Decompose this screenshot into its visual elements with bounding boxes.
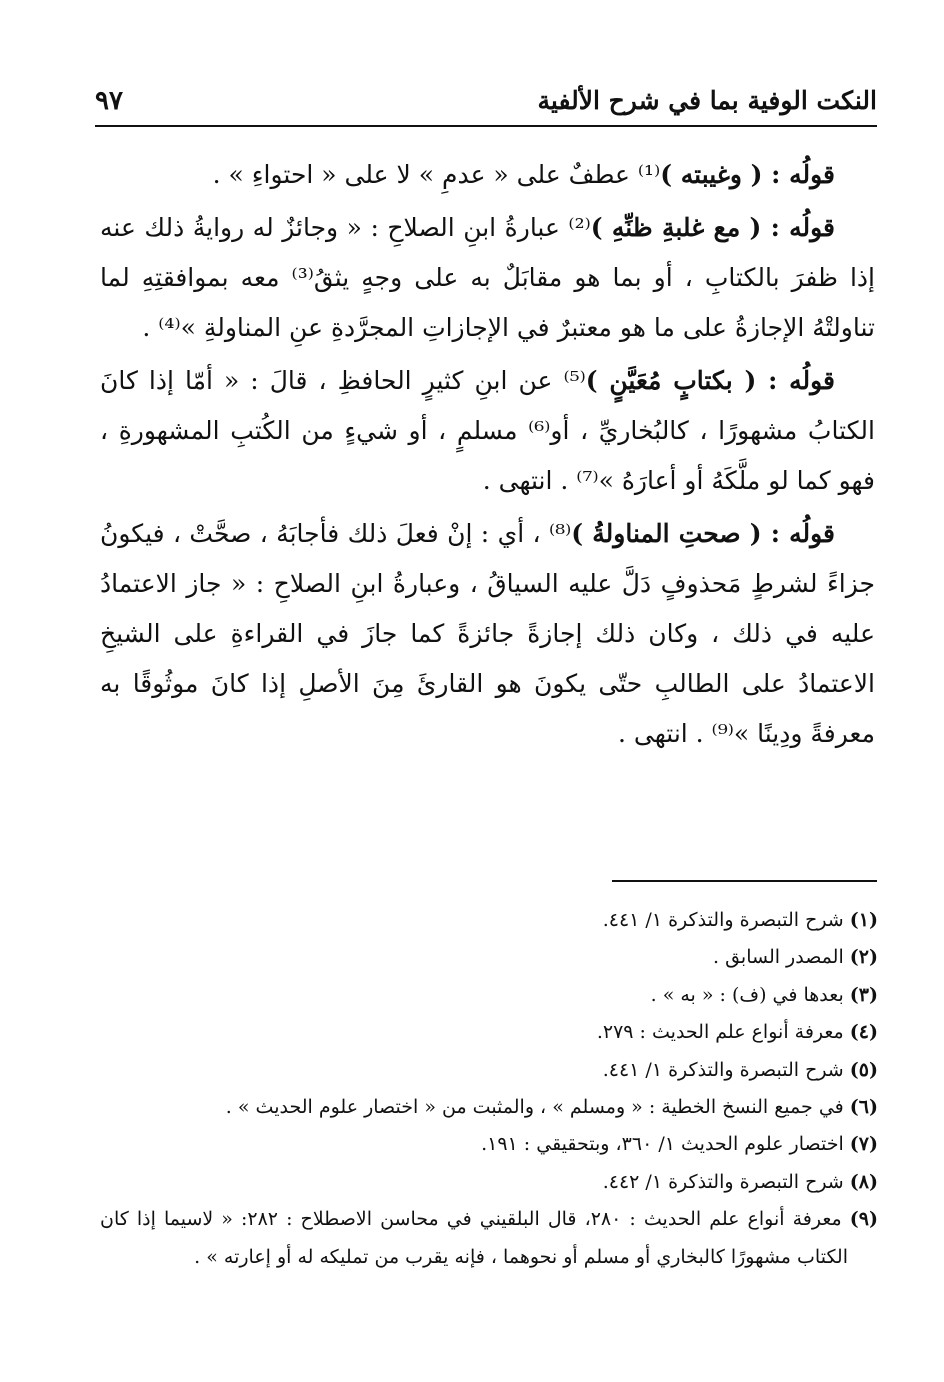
paragraph-text: ⁽¹⁾ عطفٌ على « عدمِ » لا على « احتواءِ » . [212, 160, 661, 189]
footnote-number: (٤) [849, 1021, 878, 1044]
footnote-text: شرح التبصرة والتذكرة ١/ ٤٤٢. [602, 1170, 850, 1193]
paragraph [100, 356, 875, 506]
footnote [100, 1164, 878, 1201]
paragraph-text: ⁽⁸⁾ ، أي : إنْ فعلَ ذلك فأجابَهُ ، صحَّتْ ، فيكونُ جزاءً لشرطٍ مَحذوفٍ دَلَّ عليه السياقُ ، وعبارةُ ابنِ الصلاحِ : « جاز الاعتمادُ عليه في ذلك ، وكان ذلك إجازةً جائزةً كما جازَ في القراءةِ على الشيخِ الاعتمادُ على الطالبِ حتّى يكونَ هو القارئَ مِنَ الأصلِ إذا كانَ موثُوقًا به معرفةً ودِينًا »⁽⁹⁾ . انتهى . [100, 519, 875, 748]
footnote-number: (٣) [849, 983, 878, 1006]
footnote-text: اختصار علوم الحديث ١/ ٣٦٠، وبتحقيقي : ١٩١. [481, 1133, 850, 1156]
paragraph-lead: قولُه : ( صحتِ المناولةُ ) [571, 519, 835, 548]
footnote-separator [612, 880, 877, 882]
footnote-number: (١) [849, 909, 878, 931]
footnote-text: معرفة أنواع علم الحديث : ٢٨٠، قال البلقيني في محاسن الاصطلاح : ٢٨٢: « لاسيما إذا كان الكتاب مشهورًا كالبخاري أو مسلم أو نحوهما ، فإنه يقرب من تمليكه له أو إعارته » . [100, 1208, 850, 1268]
paragraph-lead: قولُه : ( مع غلبةِ ظنِّهِ ) [590, 213, 835, 242]
footnote [100, 977, 878, 1014]
footnote [100, 1014, 878, 1051]
paragraph-lead: قولُه : ( وغيبته ) [660, 160, 835, 189]
paragraph-text: ⁽²⁾ عبارةُ ابنِ الصلاحِ : « وجائزٌ له روايةُ ذلك عنه إذا ظفرَ بالكتابِ ، أو بما هو مقابَلٌ به على وجهٍ يثقُ⁽³⁾ معه بموافقتِهِ لما تناولتْهُ الإجازةُ على ما هو معتبرٌ في الإجازاتِ المجرَّدةِ عنِ المناولةِ »⁽⁴⁾ . [100, 213, 876, 342]
footnote-text: بعدها في (ف) : « به » . [650, 983, 850, 1006]
paragraph-text: ⁽⁵⁾ عن ابنِ كثيرٍ الحافظِ ، قالَ : « أمّا إذا كانَ الكتابُ مشهورًا ، كالبُخاريِّ ، أو⁽⁶⁾ مسلمٍ ، أو شيءٍ من الكُتبِ المشهورةِ ، فهو كما لو ملَّكَهُ أو أعارَهُ »⁽⁷⁾ . انتهى . [100, 366, 875, 495]
footnote [100, 1052, 878, 1089]
header-rule [95, 125, 877, 127]
running-title: النكت الوفية بما في شرح الألفية [537, 86, 877, 115]
paragraph-lead: قولُه : ( بكتابٍ مُعَيَّنٍ ) [585, 366, 835, 395]
footnote-number: (٧) [849, 1133, 878, 1156]
footnote-text: شرح التبصرة والتذكرة ١/ ٤٤١. [602, 909, 850, 931]
footnote-text: شرح التبصرة والتذكرة ١/ ٤٤١. [602, 1058, 850, 1081]
footnote-number: (٢) [849, 946, 878, 969]
footnote [100, 902, 878, 939]
footnote [100, 1126, 878, 1163]
footnote [100, 1089, 878, 1126]
footnote-number: (٩) [849, 1208, 878, 1231]
paragraph [100, 509, 875, 759]
paragraph [100, 203, 875, 353]
footnote [100, 1201, 878, 1276]
page-header [95, 84, 877, 124]
footnote [100, 939, 878, 976]
main-text [100, 150, 875, 762]
footnote-text: المصدر السابق . [713, 946, 850, 969]
footnote-number: (٨) [849, 1170, 878, 1193]
footnotes [100, 902, 878, 1276]
footnote-number: (٥) [849, 1058, 878, 1081]
paragraph [100, 150, 875, 200]
footnote-text: معرفة أنواع علم الحديث : ٢٧٩. [596, 1021, 850, 1044]
footnote-text: في جميع النسخ الخطية : « ومسلم » ، والمثبت من « اختصار علوم الحديث » . [225, 1096, 850, 1119]
page-number: ٩٧ [95, 86, 123, 116]
footnote-number: (٦) [849, 1096, 878, 1119]
